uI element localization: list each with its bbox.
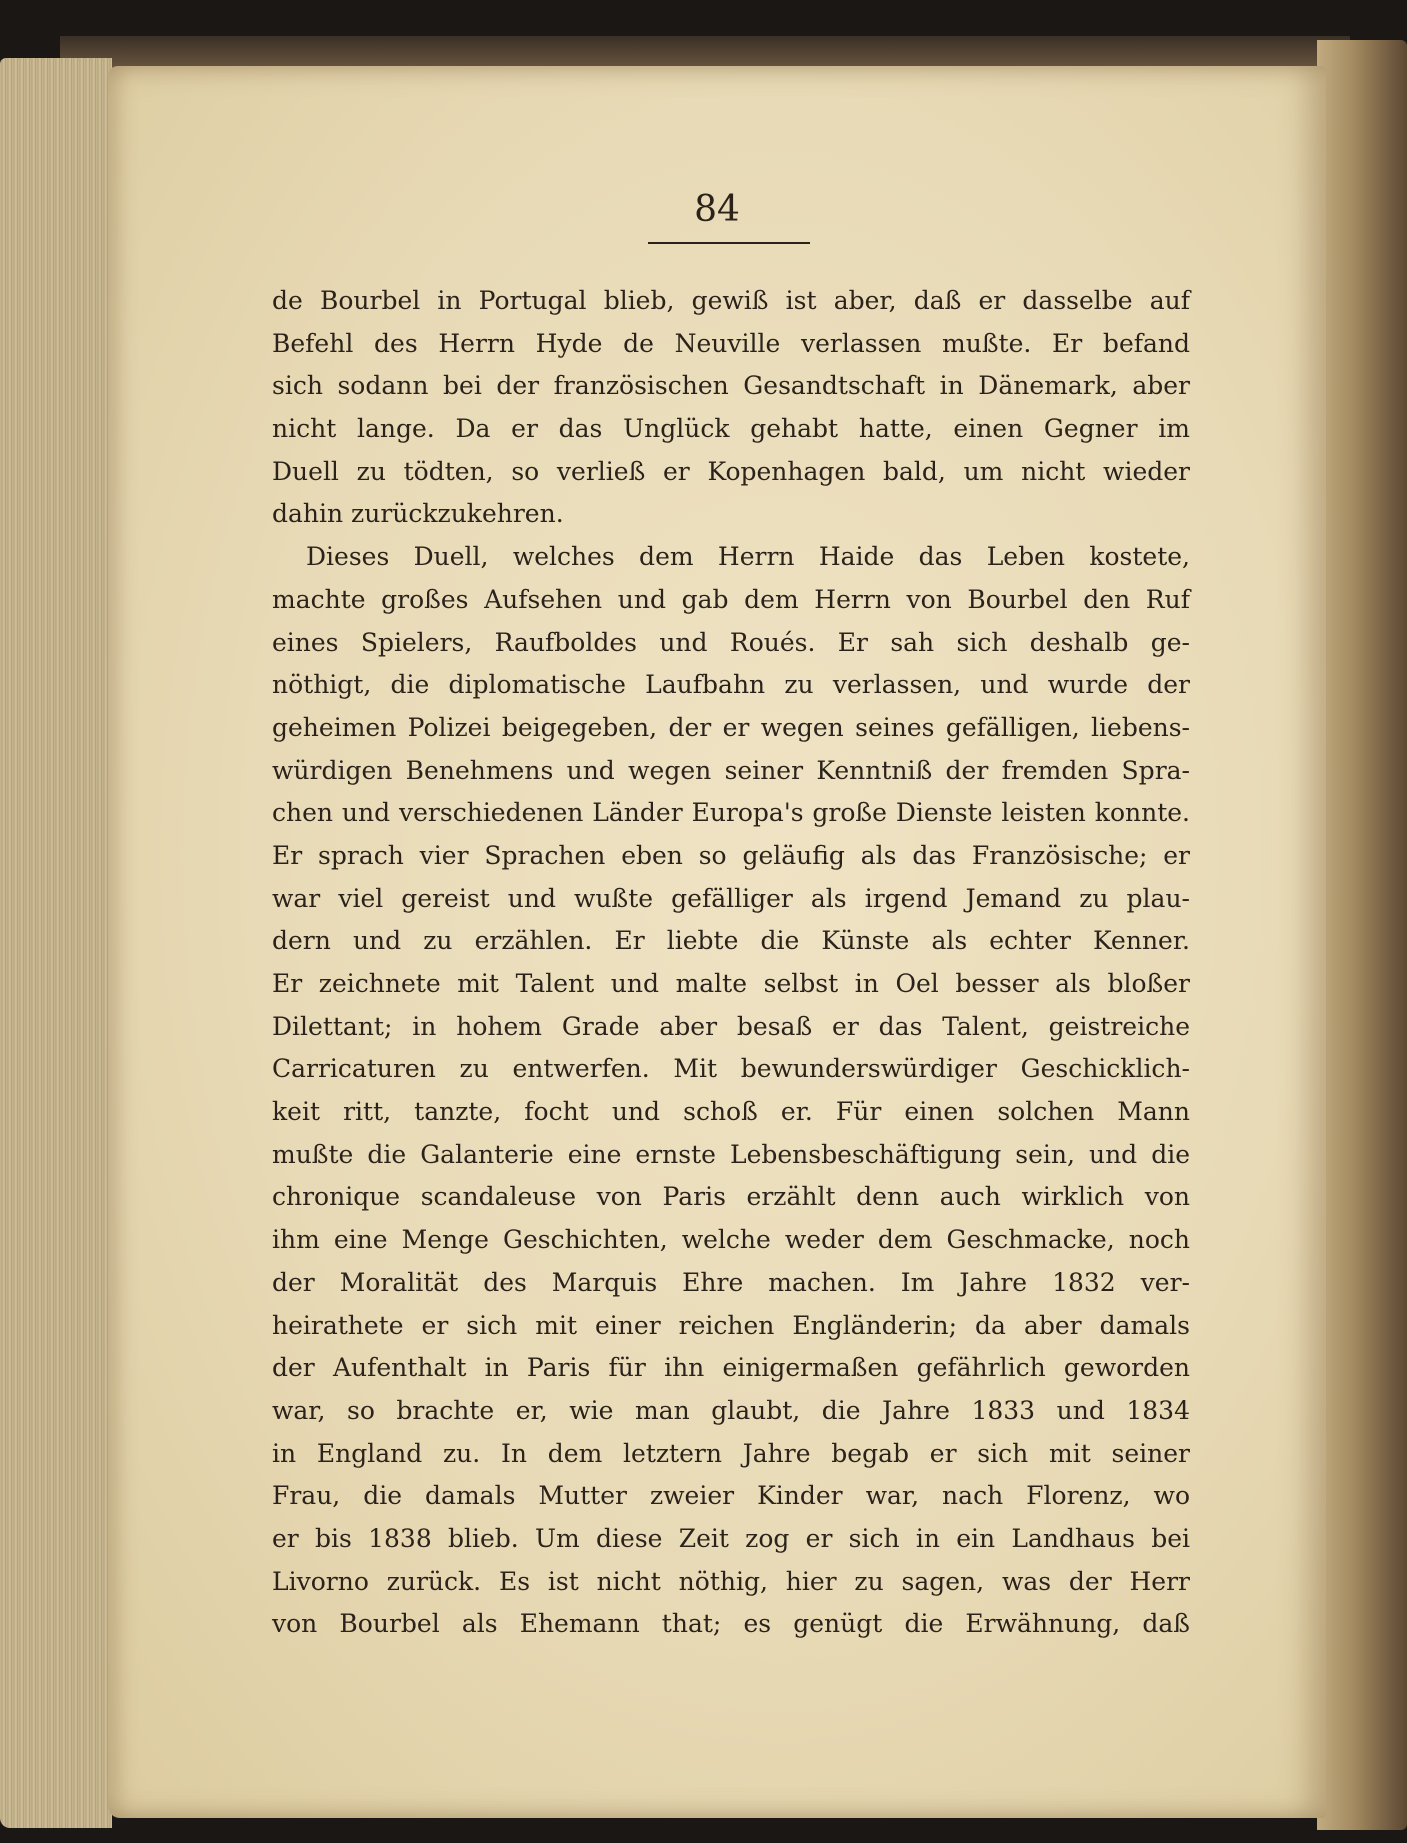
text-line: in England zu. In dem letztern Jahre begab er sich mit seiner xyxy=(272,1438,1190,1468)
book-binding xyxy=(60,36,1350,70)
text-line: der Moralität des Marquis Ehre machen. Im Jahre 1832 ver- xyxy=(272,1267,1190,1297)
text-line: de Bourbel in Portugal blieb, gewiß ist aber, daß er dasselbe auf xyxy=(272,286,1190,315)
page-number: 84 xyxy=(694,189,740,230)
text-line: würdigen Benehmens und wegen seiner Kenntniß der fremden Spra- xyxy=(272,755,1190,785)
text-line: geheimen Polizei beigegeben, der er wegen seines gefälligen, liebens- xyxy=(272,712,1190,742)
text-line: war, so brachte er, wie man glaubt, die Jahre 1833 und 1834 xyxy=(272,1395,1190,1425)
book-cover-edge xyxy=(1317,40,1407,1830)
text-line: Er sprach vier Sprachen eben so geläufig als das Französische; er xyxy=(272,840,1190,870)
text-line: Frau, die damals Mutter zweier Kinder war, nach Florenz, wo xyxy=(272,1481,1190,1511)
text-line: keit ritt, tanzte, focht und schoß er. Für einen solchen Mann xyxy=(272,1097,1190,1127)
text-line: Befehl des Herrn Hyde de Neuville verlassen mußte. Er befand xyxy=(272,328,1190,358)
text-line: machte großes Aufsehen und gab dem Herrn von Bourbel den Ruf xyxy=(272,584,1190,614)
text-line: nicht lange. Da er das Unglück gehabt hatte, einen Gegner im xyxy=(272,414,1190,444)
text-line: nöthigt, die diplomatische Laufbahn zu verlassen, und wurde der xyxy=(272,670,1190,700)
text-line: war viel gereist und wußte gefälliger als irgend Jemand zu plau- xyxy=(272,883,1190,913)
text-line: Duell zu tödten, so verließ er Kopenhagen bald, um nicht wieder xyxy=(272,456,1190,486)
text-line: ihm eine Menge Geschichten, welche weder dem Geschmacke, noch xyxy=(272,1225,1190,1255)
text-line: Carricaturen zu entwerfen. Mit bewunderswürdiger Geschicklich- xyxy=(272,1054,1190,1084)
text-line: sich sodann bei der französischen Gesandtschaft in Dänemark, aber xyxy=(272,371,1190,401)
text-line: Dieses Duell, welches dem Herrn Haide das Leben kostete, xyxy=(306,542,1190,572)
header-rule xyxy=(648,242,810,244)
text-line: Er zeichnete mit Talent und malte selbst in Oel besser als bloßer xyxy=(272,969,1190,998)
text-line: eines Spielers, Raufboldes und Roués. Er sah sich deshalb ge- xyxy=(272,627,1190,657)
text-line: er bis 1838 blieb. Um diese Zeit zog er sich in ein Landhaus bei xyxy=(272,1523,1190,1553)
text-line: dahin zurückzukehren. xyxy=(272,499,564,529)
text-line: Livorno zurück. Es ist nicht nöthig, hier zu sagen, was der Herr xyxy=(272,1566,1190,1596)
text-line: dern und zu erzählen. Er liebte die Künste als echter Kenner. xyxy=(272,926,1190,956)
text-line: von Bourbel als Ehemann that; es genügt die Erwähnung, daß xyxy=(272,1609,1190,1639)
book-page xyxy=(108,66,1326,1818)
text-line: chen und verschiedenen Länder Europa's große Dienste leisten konnte. xyxy=(272,798,1190,828)
text-line: chronique scandaleuse von Paris erzählt denn auch wirklich von xyxy=(272,1182,1190,1212)
text-line: mußte die Galanterie eine ernste Lebensbeschäftigung sein, und die xyxy=(272,1139,1190,1169)
page-edges xyxy=(0,58,112,1828)
text-line: der Aufenthalt in Paris für ihn einigermaßen gefährlich geworden xyxy=(272,1353,1190,1383)
text-line: Dilettant; in hohem Grade aber besaß er das Talent, geistreiche xyxy=(272,1011,1190,1041)
body-text xyxy=(272,280,1190,1646)
text-line: heirathete er sich mit einer reichen Engländerin; da aber damals xyxy=(272,1310,1190,1340)
